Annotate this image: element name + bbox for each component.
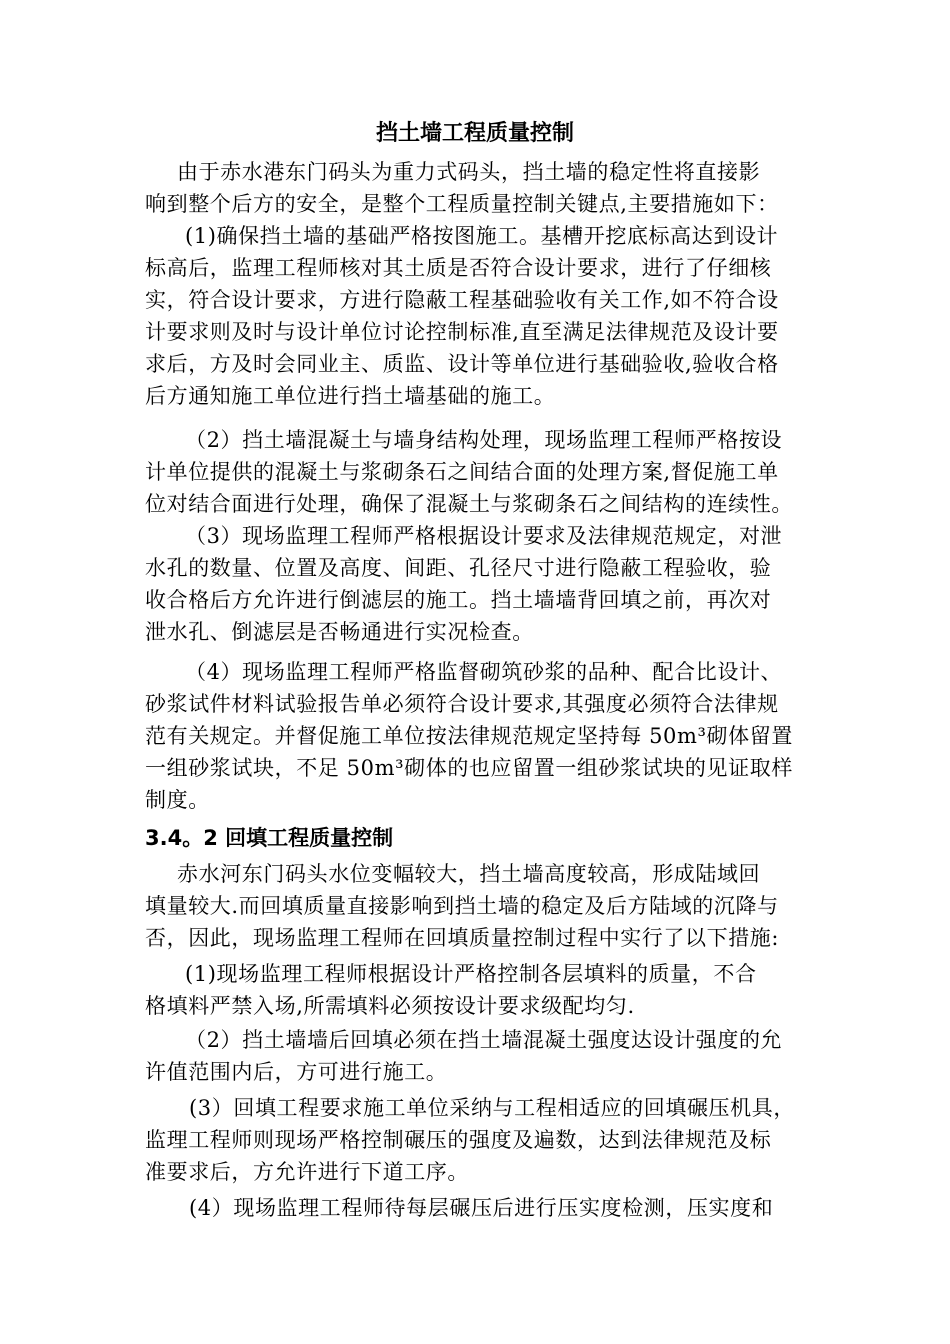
text-line: 填量较大.而回填质量直接影响到挡土墙的稳定及后方陆域的沉降与 — [145, 894, 779, 918]
text-line: 准要求后，方允许进行下道工序。 — [145, 1160, 469, 1184]
paragraph — [145, 520, 805, 648]
text-line: 后方通知施工单位进行挡土墙基础的施工。 — [145, 384, 556, 408]
text-line: 求后，方及时会同业主、质监、设计等单位进行基础验收,验收合格 — [145, 352, 779, 376]
text-line: 位对结合面进行处理，确保了混凝土与浆砌条石之间结构的连续性。 — [145, 492, 793, 516]
paragraph — [145, 424, 805, 520]
text-line: 计单位提供的混凝土与浆砌条石之间结合面的处理方案,督促施工单 — [145, 460, 779, 484]
text-line: 实，符合设计要求，方进行隐蔽工程基础验收有关工作,如不符合设 — [145, 288, 779, 312]
text-line: 格填料严禁入场,所需填料必须按设计要求级配均匀. — [145, 994, 635, 1018]
paragraph — [145, 1092, 805, 1188]
paragraph — [145, 958, 805, 1022]
text-line: 一组砂浆试块，不足 50m³砌体的也应留置一组砂浆试块的见证取样 — [145, 756, 793, 780]
paragraph — [145, 858, 805, 954]
text-line: (1)现场监理工程师根据设计严格控制各层填料的质量，不合 — [185, 962, 757, 986]
text-line: 泄水孔、倒滤层是否畅通进行实况检查。 — [145, 620, 534, 644]
text-line: 监理工程师则现场严格控制碾压的强度及遍数，达到法律规范及标 — [145, 1128, 772, 1152]
text-line: (4）现场监理工程师待每层碾压后进行压实度检测，压实度和 — [189, 1196, 774, 1220]
text-line: 响到整个后方的安全，是整个工程质量控制关键点,主要措施如下： — [145, 192, 779, 216]
text-line: （2）挡土墙混凝土与墙身结构处理，现场监理工程师严格按设 — [185, 428, 783, 452]
text-line: （3）现场监理工程师严格根据设计要求及法律规范规定，对泄 — [185, 524, 783, 548]
paragraph — [145, 1024, 805, 1088]
paragraph — [145, 656, 805, 816]
text-line: 由于赤水港东门码头为重力式码头，挡土墙的稳定性将直接影 — [177, 160, 761, 184]
text-line: 范有关规定。并督促施工单位按法律规范规定坚持每 50m³砌体留置 — [145, 724, 793, 748]
text-line: 赤水河东门码头水位变幅较大，挡土墙高度较高，形成陆域回 — [177, 862, 761, 886]
section-heading: 3.4。2 回填工程质量控制 — [145, 826, 394, 850]
paragraph — [145, 156, 805, 220]
text-line: 收合格后方允许进行倒滤层的施工。挡土墙墙背回填之前，再次对 — [145, 588, 772, 612]
text-line: (3）回填工程要求施工单位采纳与工程相适应的回填碾压机具， — [189, 1096, 795, 1120]
text-line: 计要求则及时与设计单位讨论控制标准,直至满足法律规范及设计要 — [145, 320, 779, 344]
text-line: （2）挡土墙墙后回填必须在挡土墙混凝土强度达设计强度的允 — [185, 1028, 783, 1052]
paragraph — [145, 1192, 805, 1224]
text-line: 许值范围内后，方可进行施工。 — [145, 1060, 448, 1084]
text-line: （4）现场监理工程师严格监督砌筑砂浆的品种、配合比设计、 — [185, 660, 783, 684]
text-line: (1)确保挡土墙的基础严格按图施工。基槽开挖底标高达到设计 — [185, 224, 779, 248]
paragraph — [145, 220, 805, 412]
document-title: 挡土墙工程质量控制 — [375, 121, 574, 146]
text-line: 水孔的数量、位置及高度、间距、孔径尺寸进行隐蔽工程验收，验 — [145, 556, 772, 580]
text-line: 砂浆试件材料试验报告单必须符合设计要求,其强度必须符合法律规 — [145, 692, 779, 716]
text-line: 否，因此，现场监理工程师在回填质量控制过程中实行了以下措施: — [145, 926, 780, 950]
text-line: 标高后，监理工程师核对其土质是否符合设计要求，进行了仔细核 — [145, 256, 772, 280]
text-line: 制度。 — [145, 788, 210, 812]
